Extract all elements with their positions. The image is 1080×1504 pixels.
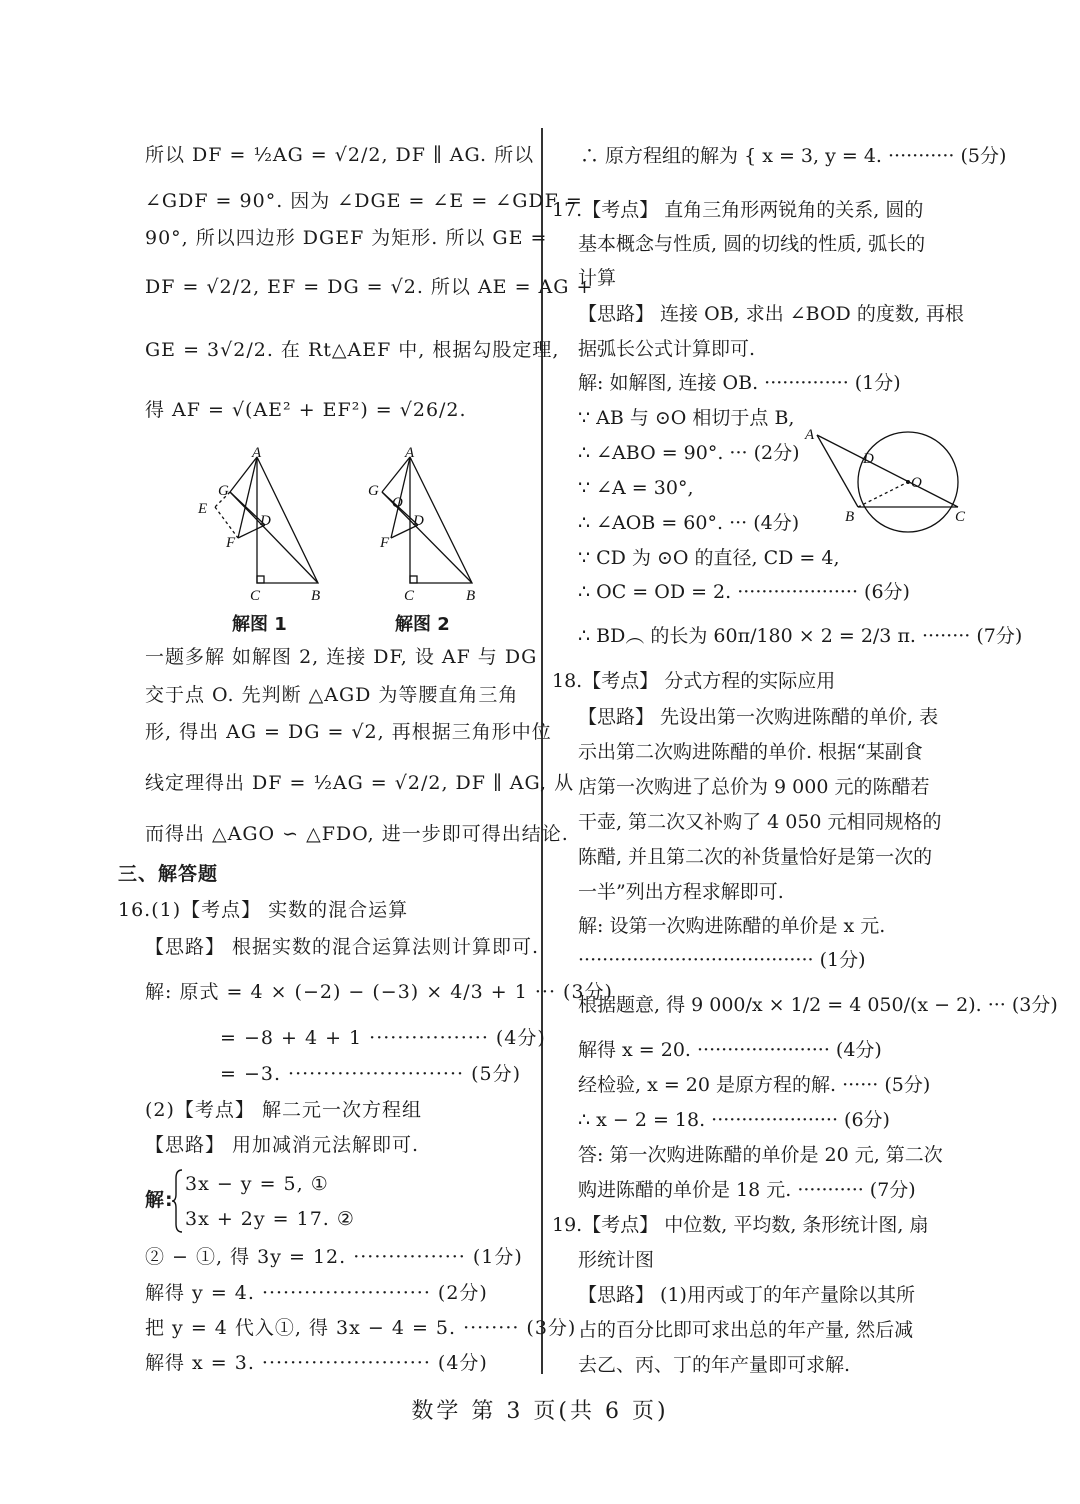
text-line: ∠GDF = 90°. 因为 ∠DGE = ∠E = ∠GDF = <box>145 190 583 212</box>
label-c: C <box>955 509 966 525</box>
q16-line: 解: 原式 = 4 × (−2) − (−3) × 4/3 + 1 ··· (3分) <box>145 981 613 1003</box>
geometry-figure-1 <box>190 445 330 605</box>
text-line: ∴ ∠ABO = 90°. ··· (2分) <box>578 442 800 464</box>
system-brace <box>172 1168 184 1234</box>
right-angle-mark <box>410 576 417 583</box>
text-line: ······································· (1分) <box>578 949 866 971</box>
text-line: 得 AF = √(AE² + EF²) = √26/2. <box>145 399 467 421</box>
label-b: B <box>845 509 855 525</box>
text-line: ∴ x − 2 = 18. ····················· (6分) <box>578 1109 890 1131</box>
alt-method-line: 形, 得出 AG = DG = √2, 再根据三角形中位 <box>145 721 552 743</box>
text-line: ∵ ∠A = 30°, <box>578 477 694 499</box>
text-line: 90°, 所以四边形 DGEF 为矩形. 所以 GE = <box>145 227 548 249</box>
q16-line: 解得 x = 3. ························ (4分) <box>145 1352 488 1374</box>
equation-1: 3x − y = 5, ① <box>185 1173 329 1195</box>
section-heading: 三、解答题 <box>118 863 219 885</box>
text-line: ∵ CD 为 ⊙O 的直径, CD = 4, <box>578 547 840 569</box>
circle-figure <box>803 425 968 535</box>
text-line: 18.【考点】 分式方程的实际应用 <box>552 670 836 692</box>
q16-line: 把 y = 4 代入①, 得 3x − 4 = 5. ········ (3分) <box>145 1317 577 1339</box>
text-line: GE = 3√2/2. 在 Rt△AEF 中, 根据勾股定理, <box>145 339 560 361</box>
label-d: D <box>260 513 271 529</box>
figure-1-caption: 解图 1 <box>232 614 287 635</box>
label-c: C <box>250 588 261 604</box>
label-g: G <box>368 483 379 499</box>
text-line: 经检验, x = 20 是原方程的解. ······ (5分) <box>578 1074 931 1096</box>
figure-2-caption: 解图 2 <box>395 614 450 635</box>
q16-line: ② − ①, 得 3y = 12. ················ (1分) <box>145 1246 523 1268</box>
equation-2: 3x + 2y = 17. ② <box>185 1208 355 1230</box>
alt-method-line: 交于点 O. 先判断 △AGD 为等腰直角三角 <box>145 684 519 706</box>
solve-label: 解: <box>145 1189 174 1211</box>
text-line: 所以 DF = ½AG = √2/2, DF ∥ AG. 所以 <box>145 144 535 166</box>
q16-line: 16.(1)【考点】 实数的混合运算 <box>118 899 409 921</box>
label-d: D <box>863 451 874 467</box>
text-line: 19.【考点】 中位数, 平均数, 条形统计图, 扇 <box>552 1214 929 1236</box>
text-line: ∴ 原方程组的解为 { x = 3, y = 4. ··········· (5分) <box>580 145 1007 167</box>
q16-line: = −3. ························· (5分) <box>220 1063 521 1085</box>
center-dot <box>906 480 910 484</box>
text-line: ∴ OC = OD = 2. ···················· (6分) <box>578 581 910 603</box>
radius-ob-dashed <box>858 482 908 507</box>
text-line: ∴ BD︵ 的长为 60π/180 × 2 = 2/3 π. ········ (7分) <box>578 625 1023 647</box>
text-line: 基本概念与性质, 圆的切线的性质, 弧长的 <box>578 233 926 255</box>
label-d: D <box>413 513 424 529</box>
text-line: 形统计图 <box>578 1249 655 1271</box>
label-o: O <box>392 495 403 511</box>
text-line: 根据题意, 得 9 000/x × 1/2 = 4 050/(x − 2). ··· (3分) <box>578 994 1058 1016</box>
text-line: 一半”列出方程求解即可. <box>578 881 784 903</box>
label-a: A <box>805 427 815 443</box>
page-footer: 数学 第 3 页(共 6 页) <box>411 1399 669 1424</box>
label-f: F <box>226 535 236 551</box>
line-gb <box>230 492 318 583</box>
column-divider <box>541 128 543 1374</box>
text-line: 解: 设第一次购进陈醋的单价是 x 元. <box>578 915 886 937</box>
text-line: 计算 <box>578 267 617 289</box>
text-line: 干壶, 第二次又补购了 4 050 元相同规格的 <box>578 811 942 833</box>
q16-line: 【思路】 根据实数的混合运算法则计算即可. <box>145 936 540 958</box>
text-line: 占的百分比即可求出总的年产量, 然后减 <box>578 1319 914 1341</box>
text-line: 购进陈醋的单价是 18 元. ··········· (7分) <box>578 1179 916 1201</box>
q16-line: = −8 + 4 + 1 ················· (4分) <box>220 1027 546 1049</box>
text-line: 解得 x = 20. ······················ (4分) <box>578 1039 882 1061</box>
alt-method-line: 而得出 △AGO ∽ △FDO, 进一步即可得出结论. <box>145 823 569 845</box>
geometry-figure-2 <box>360 445 490 605</box>
alt-method-line: 一题多解 如解图 2, 连接 DF, 设 AF 与 DG <box>145 646 538 668</box>
label-f: F <box>380 535 390 551</box>
text-line: DF = √2/2, EF = DG = √2. 所以 AE = AG + <box>145 276 594 298</box>
label-a: A <box>252 445 262 461</box>
label-b: B <box>466 588 476 604</box>
text-line: 据弧长公式计算即可. <box>578 338 756 360</box>
label-a: A <box>405 445 415 461</box>
label-c: C <box>404 588 415 604</box>
q16-line: (2)【考点】 解二元一次方程组 <box>145 1099 422 1121</box>
right-angle-mark <box>257 576 264 583</box>
q16-line: 解得 y = 4. ························ (2分) <box>145 1282 488 1304</box>
label-e: E <box>198 501 208 517</box>
text-line: 去乙、丙、丁的年产量即可求解. <box>578 1354 851 1376</box>
text-line: 【思路】 (1)用丙或丁的年产量除以其所 <box>578 1284 915 1306</box>
line-ef-dashed <box>215 507 238 538</box>
text-line: ∵ AB 与 ⊙O 相切于点 B, <box>578 407 795 429</box>
label-g: G <box>218 483 229 499</box>
text-line: 答: 第一次购进陈醋的单价是 20 元, 第二次 <box>578 1144 943 1166</box>
label-b: B <box>311 588 321 604</box>
text-line: ∴ ∠AOB = 60°. ··· (4分) <box>578 512 800 534</box>
text-line: 店第一次购进了总价为 9 000 元的陈醋若 <box>578 776 930 798</box>
text-line: 陈醋, 并且第二次的补货量恰好是第一次的 <box>578 846 933 868</box>
text-line: 解: 如解图, 连接 OB. ·············· (1分) <box>578 372 901 394</box>
label-o: O <box>911 475 922 491</box>
text-line: 示出第二次购进陈醋的单价. 根据“某副食 <box>578 741 923 763</box>
text-line: 17.【考点】 直角三角形两锐角的关系, 圆的 <box>552 199 924 221</box>
text-line: 【思路】 先设出第一次购进陈醋的单价, 表 <box>578 706 939 728</box>
alt-method-line: 线定理得出 DF = ½AG = √2/2, DF ∥ AG, 从 <box>145 772 575 794</box>
text-line: 【思路】 连接 OB, 求出 ∠BOD 的度数, 再根 <box>578 303 964 325</box>
q16-line: 【思路】 用加减消元法解即可. <box>145 1134 420 1156</box>
